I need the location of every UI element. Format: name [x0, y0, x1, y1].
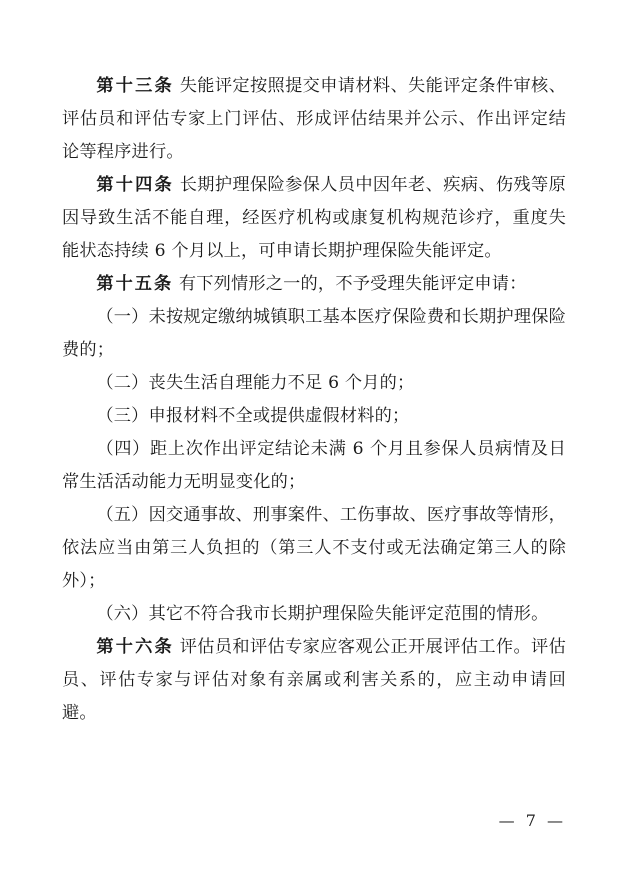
paragraph-article-14 [62, 169, 566, 268]
list-item-6: （六）其它不符合我市长期护理保险失能评定范围的情形。 [96, 604, 549, 624]
article-text: 有下列情形之一的，不予受理失能评定申请： [178, 274, 527, 294]
article-text: 失能评定按照提交申请材料、失能评定条件审核、评估员和评估专家上门评估、形成评估结果并公示、作出评定结论等程序进行。 [62, 76, 566, 162]
article-label: 第十六条 [96, 637, 174, 657]
article-text: 长期护理保险参保人员中因年老、疾病、伤残等原因导致生活不能自理，经医疗机构或康复机构规范诊疗，重度失能状态持续 6 个月以上，可申请长期护理保险失能评定。 [62, 175, 566, 261]
list-item-1: （一）未按规定缴纳城镇职工基本医疗保险费和长期护理保险费的； [62, 307, 566, 360]
list-item-2: （二）丧失生活自理能力不足 6 个月的； [96, 373, 415, 393]
list-item-4: （四）距上次作出评定结论未满 6 个月且参保人员病情及日常生活活动能力无明显变化的； [62, 439, 566, 492]
article-label: 第十三条 [96, 76, 174, 96]
paragraph-article-13 [62, 70, 566, 169]
page-number: — 7 — [498, 811, 566, 830]
list-item-3: （三）申报材料不全或提供虚假材料的； [96, 406, 410, 426]
article-label: 第十四条 [96, 175, 174, 195]
list-item-5: （五）因交通事故、刑事案件、工伤事故、医疗事故等情形，依法应当由第三人负担的（第三人不支付或无法确定第三人的除外）； [62, 505, 566, 591]
paragraph-article-16 [62, 631, 566, 730]
article-label: 第十五条 [96, 274, 174, 294]
paragraph-article-15 [62, 268, 566, 301]
article-text: 评估员和评估专家应客观公正开展评估工作。评估员、评估专家与评估对象有亲属或利害关系的，应主动申请回避。 [62, 637, 566, 723]
